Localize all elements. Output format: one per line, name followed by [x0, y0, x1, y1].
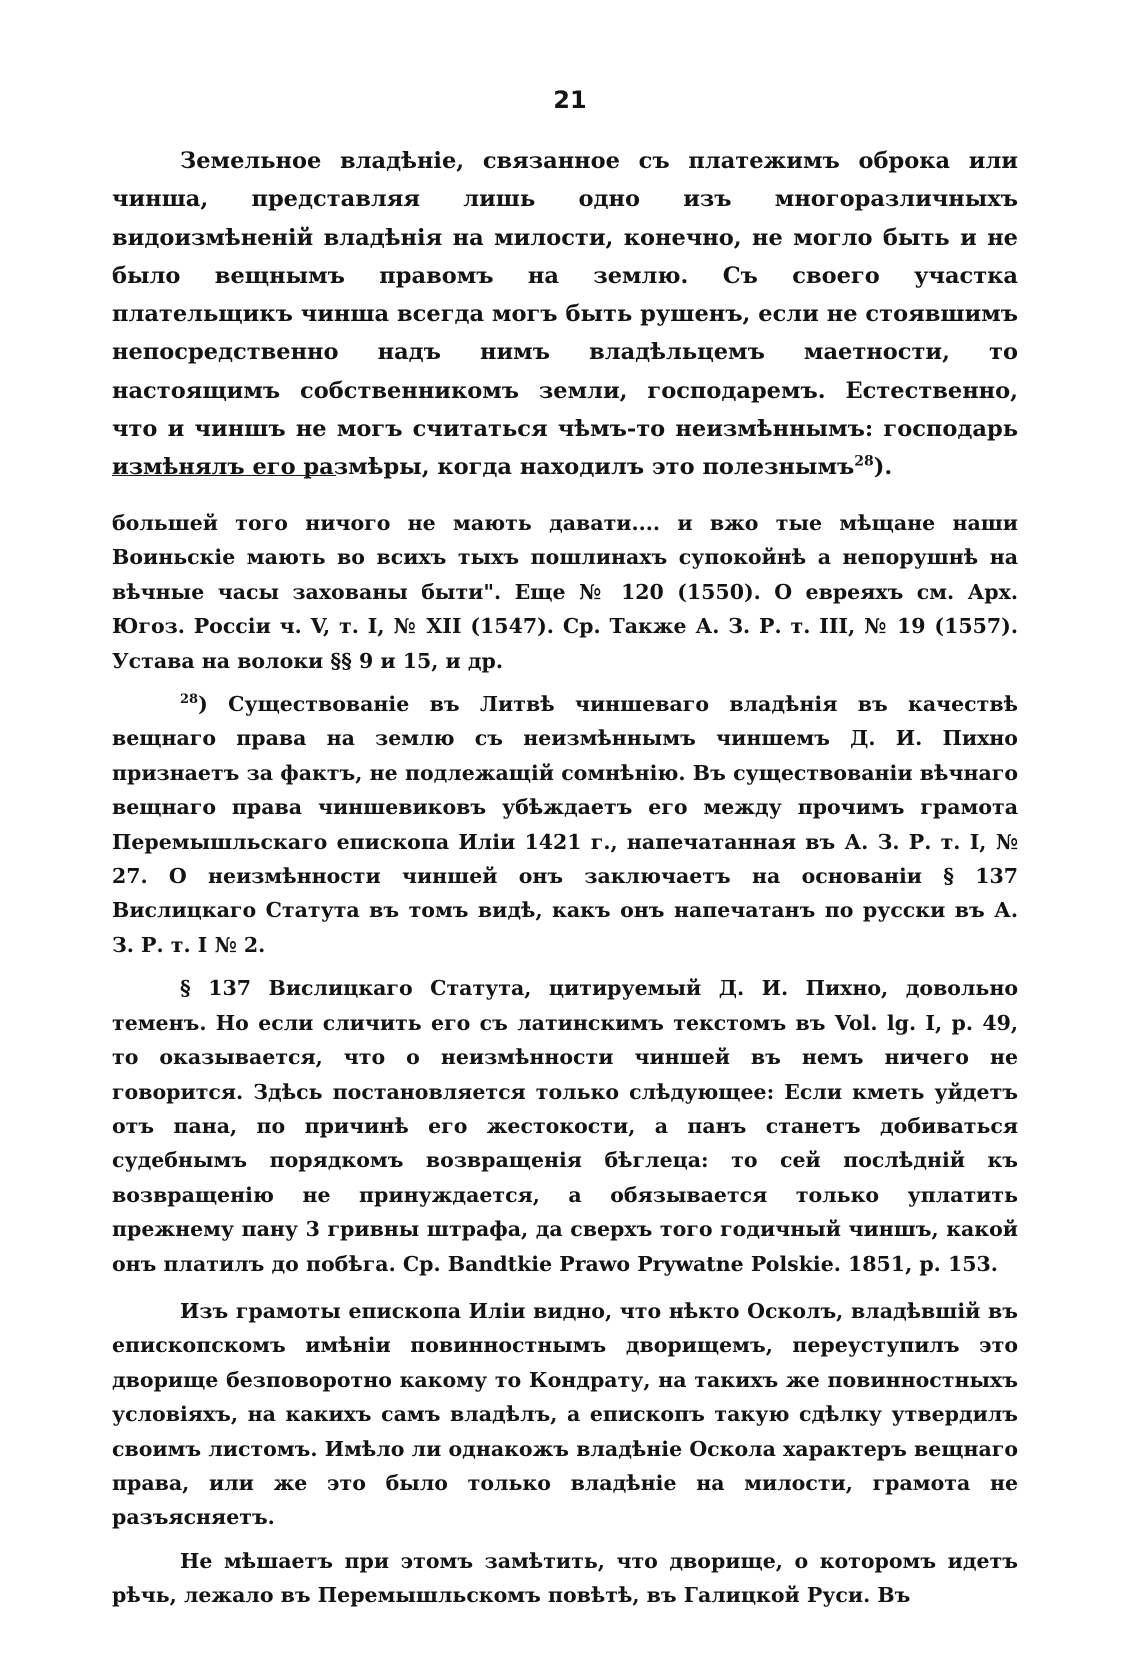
footnote-separator: [112, 475, 336, 476]
footnote-continuation: большей того ничого не мають давати.... и вжо тые мѣщане наши Воиньскіе мають во всихъ тыхъ пошлинахъ супокойнѣ а непорушнѣ на вѣчные часы захованы быти". Еще № 120 (1550). О евреяхъ см. Арх. Югоз. Россіи ч. V, т. I, № XII (1547). Ср. Также А. З. Р. т. III, № 19 (1557). Устава на волоки §§ 9 и 15, и др.: [112, 511, 1018, 673]
footnote-paragraph-statute: § 137 Вислицкаго Статута, цитируемый Д. И. Пихно, довольно теменъ. Но если сличить его съ латинскимъ текстомъ въ Vol. lg. I, p. 49, то оказывается, что о неизмѣнности чиншей въ немъ ничего не говорится. Здѣсь постановляется только слѣдующее: Если кметь уйдетъ отъ пана, по причинѣ его жестокости, а панъ станетъ добиваться судебнымъ порядкомъ возвращенія бѣглеца: то сей послѣдній къ возвращенію не принуждается, а обязывается только уплатить прежнему пану 3 гривны штрафа, да сверхъ того годичный чиншъ, какой онъ платилъ до побѣга. Ср. Bandtkie Prawo Prywatne Polskie. 1851, p. 153.: [112, 976, 1018, 1276]
page-number: 21: [553, 86, 587, 114]
footnote-paragraph-dvorishche: Не мѣшаетъ при этомъ замѣтить, что дворище, о которомъ идетъ рѣчь, лежало въ Перемышльскомъ повѣтѣ, въ Галицкой Руси. Въ: [112, 1548, 1018, 1608]
footnote-paragraph-grant: Изъ грамоты епископа Иліи видно, что нѣкто Осколъ, владѣвшій въ епископскомъ имѣніи повинностнымъ дворищемъ, переуступилъ это дворище безповоротно какому то Кондрату, на такихъ же повинностныхъ условіяхъ, на какихъ самъ владѣлъ, а епископъ такую сдѣлку утвердилъ своимъ листомъ. Имѣло ли однакожъ владѣніе Оскола характеръ вещнаго права, или же это было только владѣніе на милости, грамота не разъясняетъ.: [112, 1298, 1018, 1530]
footnotes: [112, 506, 1018, 1613]
footnote-ref-28: 28: [854, 453, 874, 470]
main-paragraph-tail: ).: [873, 454, 893, 481]
footnote-28-mark: 28: [180, 692, 199, 708]
footnote-28: [112, 687, 1018, 962]
main-paragraph-text: Земельное владѣніе, связанное съ платежимъ оброка или чинша, представляя лишь одно изъ многоразличныхъ видоизмѣненій владѣнія на милости, конечно, не могло быть и не было вещнымъ правомъ на землю. Съ своего участка плательщикъ чинша всегда могъ быть рушенъ, если не стоявшимъ непосредственно надъ нимъ владѣльцемъ маетности, то настоящимъ собственникомъ земли, господаремъ. Естественно, что и чиншъ не могъ считаться чѣмъ-то неизмѣннымъ: господарь измѣнялъ его размѣры, когда находилъ это полезнымъ: [112, 148, 1018, 481]
main-paragraph: [112, 142, 1018, 487]
main-text: [112, 142, 1018, 487]
footnote-28-text: ) Существованіе въ Литвѣ чиншеваго владѣнія въ качествѣ вещнаго права на землю съ неизмѣннымъ чиншемъ Д. И. Пихно признаетъ за фактъ, не подлежащій сомнѣнію. Въ существованіи вѣчнаго вещнаго права чиншевиковъ убѣждаетъ его между прочимъ грамота Перемышльскаго епископа Иліи 1421 г., напечатанная въ А. З. Р. т. I, № 27. О неизмѣнности чиншей онъ заключаетъ на основаніи § 137 Вислицкаго Статута въ томъ видѣ, какъ онъ напечатанъ по русски въ А. З. Р. т. I № 2.: [112, 692, 1018, 957]
